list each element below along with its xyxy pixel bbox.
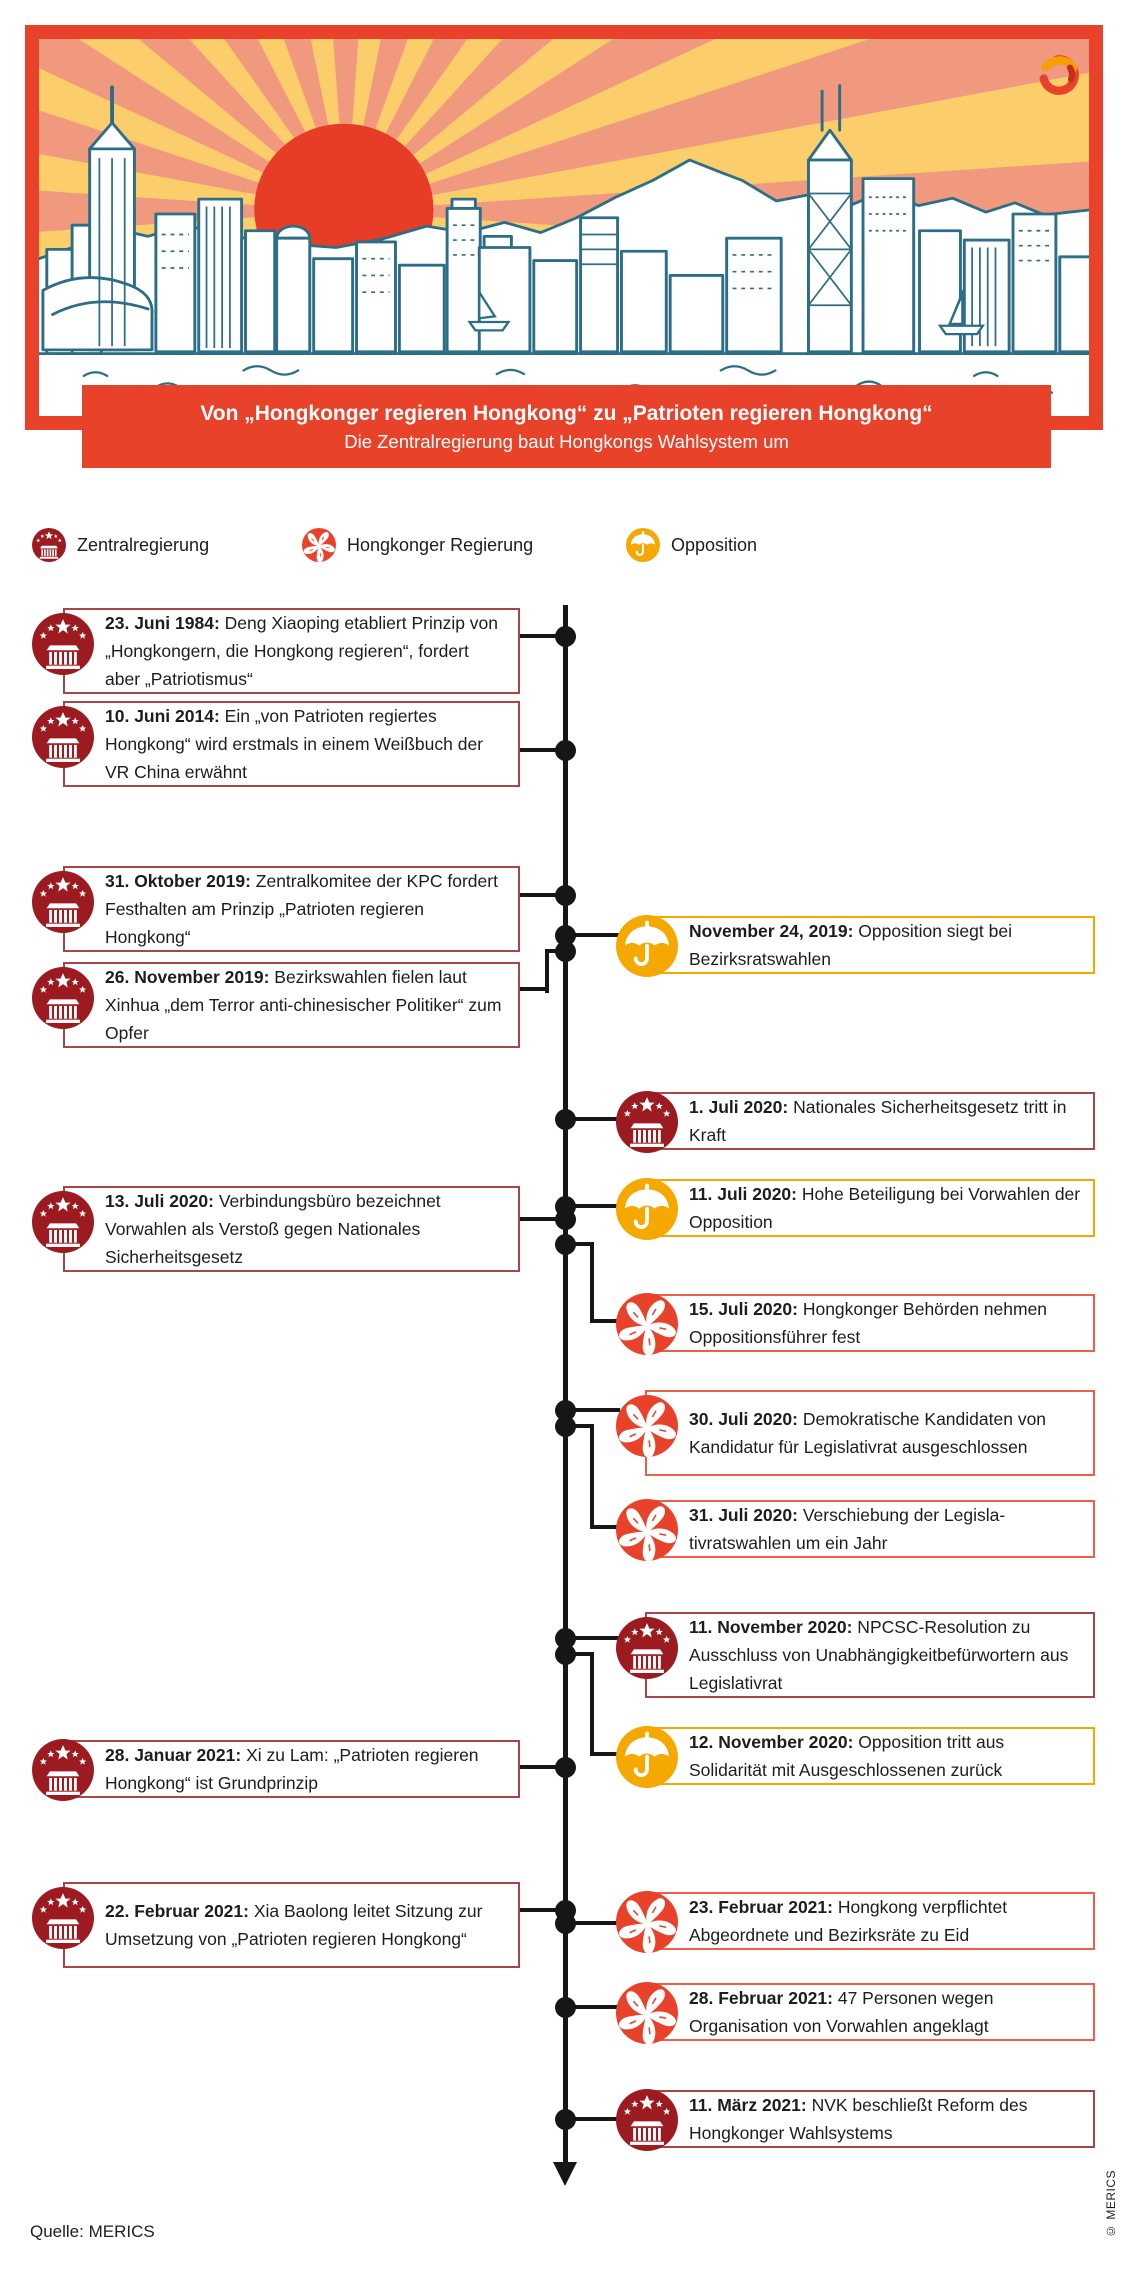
event-date: November 24, 2019: <box>689 921 854 941</box>
legend-label: Zentralregierung <box>77 534 210 555</box>
timeline-event <box>63 1882 520 1968</box>
timeline-dot <box>555 1913 576 1934</box>
event-text: Demokratische Kandidaten von Kandidatur für Legislativrat ausgeschlossen <box>689 1409 1047 1457</box>
stars-gate-icon <box>32 1739 94 1801</box>
timeline-event <box>645 1092 1095 1150</box>
event-date: 31. Juli 2020: <box>689 1505 798 1525</box>
stars-gate-icon <box>32 967 94 1029</box>
timeline-dot <box>555 1234 576 1255</box>
timeline-event <box>645 1892 1095 1950</box>
bauhinia-icon <box>302 528 336 562</box>
event-date: 28. Januar 2021: <box>105 1745 242 1765</box>
legend-item-opposition <box>626 528 757 562</box>
stars-gate-icon <box>616 1091 678 1153</box>
event-text: Deng Xiaoping etabliert Prinzip von „Hongkongern, die Hongkong regieren“, fordert aber „Patriotismus“ <box>105 613 499 689</box>
event-text: Opposition siegt bei Bezirksratswahlen <box>689 921 1012 969</box>
timeline-dot <box>555 626 576 647</box>
umbrella-icon <box>616 915 678 977</box>
event-text: NVK beschließt Reform des Hongkonger Wahlsystems <box>689 2095 1028 2143</box>
title-banner <box>82 385 1051 468</box>
event-text: NPCSC-Resolution zu Ausschluss von Unabhängigkeitbefürwortern aus Legislativrat <box>689 1617 1069 1693</box>
stars-gate-icon <box>32 613 94 675</box>
timeline-dot <box>555 941 576 962</box>
event-text: Xi zu Lam: „Patrioten regieren Hongkong“ ist Grundprinzip <box>105 1745 479 1793</box>
bauhinia-icon <box>616 1982 678 2044</box>
timeline-event <box>645 1727 1095 1785</box>
event-text: Ein „von Patrioten regiertes Hongkong“ wird erstmals in einem Weißbuch der VR China erwähnt <box>105 706 484 782</box>
timeline-dot <box>555 1644 576 1665</box>
event-text: Hohe Beteiligung bei Vorwahlen der Opposition <box>689 1184 1081 1232</box>
legend-item-central <box>32 528 209 562</box>
page-subtitle: Die Zentralregierung baut Hongkongs Wahlsystem um <box>344 430 789 452</box>
umbrella-icon <box>616 1726 678 1788</box>
legend-item-hk <box>302 528 533 562</box>
legend-label: Hongkonger Regierung <box>347 534 534 555</box>
timeline-dot <box>555 1997 576 2018</box>
timeline-event <box>645 1612 1095 1698</box>
stars-gate-icon <box>616 1617 678 1679</box>
timeline-dot <box>555 2109 576 2130</box>
stars-gate-icon <box>32 1887 94 1949</box>
legend-label: Opposition <box>671 534 758 555</box>
event-date: 28. Februar 2021: <box>689 1988 833 2008</box>
event-date: 22. Februar 2021: <box>105 1901 249 1921</box>
event-text: Verschiebung der Legislativratswahlen um ein Jahr <box>689 1505 1006 1553</box>
event-date: 23. Juni 1984: <box>105 613 220 633</box>
timeline-dot <box>555 740 576 761</box>
event-text: Xia Baolong leitet Sitzung zur Umsetzung von „Patrioten regieren Hongkong“ <box>105 1901 483 1949</box>
event-date: 10. Juni 2014: <box>105 706 220 726</box>
page-title: Von „Hongkonger regieren Hongkong“ zu „Patrioten regieren Hongkong“ <box>200 401 933 425</box>
stars-gate-icon <box>32 528 66 562</box>
event-text: Bezirkswahlen fielen laut Xinhua „dem Terror anti-chinesischer Politiker“ zum Opfer <box>105 967 502 1043</box>
event-date: 12. November 2020: <box>689 1732 854 1752</box>
timeline-event <box>63 608 520 694</box>
stars-gate-icon <box>32 871 94 933</box>
timeline-event <box>645 2090 1095 2148</box>
timeline-connector <box>590 1424 594 1529</box>
timeline-event <box>63 1740 520 1798</box>
event-date: 11. November 2020: <box>689 1617 853 1637</box>
event-date: 31. Oktober 2019: <box>105 871 251 891</box>
event-date: 23. Februar 2021: <box>689 1897 833 1917</box>
bauhinia-icon <box>616 1293 678 1355</box>
timeline-event <box>645 916 1095 974</box>
event-text: Nationales Sicherheitsgesetz tritt in Kraft <box>689 1097 1067 1145</box>
timeline-connector <box>590 1652 594 1756</box>
timeline-connector <box>590 1242 594 1323</box>
timeline-dot <box>555 1757 576 1778</box>
umbrella-icon <box>626 528 660 562</box>
merics-logo-icon <box>1036 52 1082 98</box>
bauhinia-icon <box>616 1499 678 1561</box>
event-date: 13. Juli 2020: <box>105 1191 214 1211</box>
timeline-event <box>63 962 520 1048</box>
timeline-event <box>63 866 520 952</box>
event-date: 26. November 2019: <box>105 967 270 987</box>
timeline-arrow-icon <box>553 2162 577 2186</box>
event-text: Opposition tritt aus Solidarität mit Ausgeschlossenen zurück <box>689 1732 1005 1780</box>
stars-gate-icon <box>32 706 94 768</box>
umbrella-icon <box>616 1178 678 1240</box>
copyright-note: © MERICS <box>1104 2169 1118 2238</box>
timeline-event <box>645 1983 1095 2041</box>
timeline-dot <box>555 1416 576 1437</box>
source-note: Quelle: MERICS <box>30 2222 155 2241</box>
timeline-event <box>645 1179 1095 1237</box>
timeline-event <box>645 1500 1095 1558</box>
timeline-event <box>63 701 520 787</box>
timeline-dot <box>555 885 576 906</box>
event-text: Hongkonger Behörden nehmen Oppositionsführer fest <box>689 1299 1048 1347</box>
timeline-dot <box>555 1209 576 1230</box>
event-text: 47 Personen wegen Organisation von Vorwahlen angeklagt <box>689 1988 994 2036</box>
event-text: Zentralkomitee der KPC fordert Festhalten am Prinzip „Patrioten regieren Hongkong“ <box>105 871 498 947</box>
event-date: 11. Juli 2020: <box>689 1184 797 1204</box>
bauhinia-icon <box>616 1395 678 1457</box>
hero-illustration <box>25 25 1103 430</box>
event-text: Verbindungsbüro bezeichnet Vorwahlen als Verstoß gegen Nationales Sicherheitsgesetz <box>105 1191 441 1267</box>
timeline-dot <box>555 1109 576 1130</box>
event-date: 30. Juli 2020: <box>689 1409 798 1429</box>
hongkong-skyline-illustration <box>39 39 1089 416</box>
event-date: 11. März 2021: <box>689 2095 807 2115</box>
timeline-event <box>645 1294 1095 1352</box>
event-text: Hongkong verpflichtet Abgeordnete und Bezirksräte zu Eid <box>689 1897 1008 1945</box>
timeline-connector <box>518 987 549 991</box>
event-date: 15. Juli 2020: <box>689 1299 798 1319</box>
stars-gate-icon <box>616 2089 678 2151</box>
timeline-event <box>645 1390 1095 1476</box>
bauhinia-icon <box>616 1891 678 1953</box>
timeline-event <box>63 1186 520 1272</box>
event-date: 1. Juli 2020: <box>689 1097 789 1117</box>
stars-gate-icon <box>32 1191 94 1253</box>
